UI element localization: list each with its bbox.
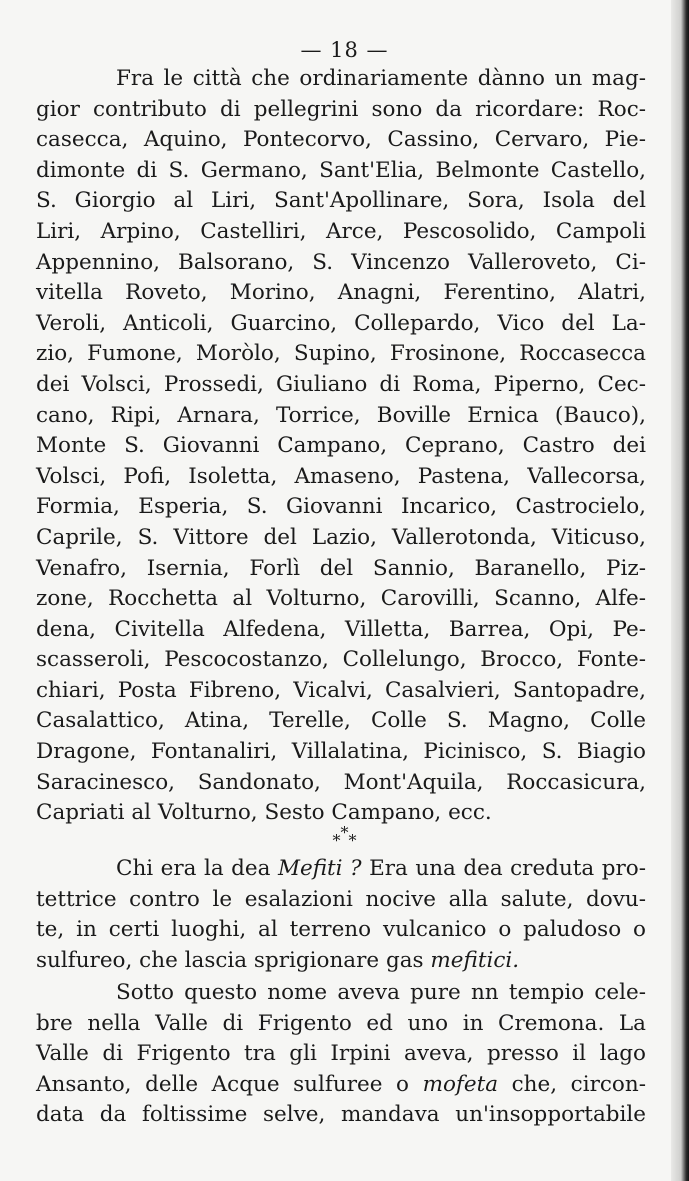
text-segment: che, circon- bbox=[498, 1071, 646, 1097]
text-line: data da foltissime selve, mandava un'insopportabile bbox=[36, 1102, 646, 1128]
text-segment: sulfureo, che lascia sprigionare gas bbox=[36, 947, 431, 973]
paragraph-frigento bbox=[36, 978, 646, 1131]
text-line bbox=[36, 1070, 646, 1101]
text-line: dimonte di S. Germano, Sant'Elia, Belmonte Castello, bbox=[36, 157, 646, 183]
text-line: cano, Ripi, Arnara, Torrice, Boville Ernica (Bauco), bbox=[36, 402, 646, 428]
text-line: tettrice contro le esalazioni nocive alla salute, dovu- bbox=[36, 886, 646, 912]
text-segment: Chi era la dea bbox=[116, 856, 278, 881]
text-line bbox=[36, 946, 646, 977]
text-line: zone, Rocchetta al Volturno, Carovilli, Scanno, Alfe- bbox=[36, 586, 646, 612]
section-separator bbox=[0, 823, 689, 850]
text-line: Valle di Frigento tra gli Irpini aveva, presso il lago bbox=[36, 1041, 646, 1067]
text-line: te, in certi luoghi, al terreno vulcanico o paludoso o bbox=[36, 917, 646, 943]
page-binding-edge bbox=[671, 0, 689, 1181]
paragraph-mefiti bbox=[36, 854, 646, 976]
text-line: Liri, Arpino, Castelliri, Arce, Pescosolido, Campoli bbox=[36, 218, 646, 244]
text-line: Dragone, Fontanaliri, Villalatina, Picinisco, S. Biagio bbox=[36, 739, 646, 765]
text-line: Caprile, S. Vittore del Lazio, Vallerotonda, Viticuso, bbox=[36, 524, 646, 550]
text-line: Formia, Esperia, S. Giovanni Incarico, Castrocielo, bbox=[36, 494, 646, 520]
text-line: vitella Roveto, Morino, Anagni, Ferentino, Alatri, bbox=[36, 280, 646, 306]
separator-star: * bbox=[348, 831, 357, 850]
separator-star: * bbox=[340, 823, 349, 842]
page-number: — 18 — bbox=[300, 38, 389, 62]
italic-term: mofeta bbox=[422, 1071, 499, 1097]
text-line: Venafro, Isernia, Forlì del Sannio, Baranello, Piz- bbox=[36, 555, 646, 581]
text-line: dei Volsci, Prossedi, Giuliano di Roma, Piperno, Cec- bbox=[36, 371, 646, 397]
text-line: bre nella Valle di Frigento ed uno in Cremona. La bbox=[36, 1010, 646, 1036]
text-segment: Ansanto, delle Acque sulfuree o bbox=[36, 1071, 423, 1097]
text-line: Sotto questo nome aveva pure nn tempio cele- bbox=[116, 980, 646, 1005]
text-segment: Era una dea creduta pro- bbox=[361, 856, 646, 881]
text-line: Saracinesco, Sandonato, Mont'Aquila, Roccasicura, bbox=[36, 769, 646, 795]
text-line: scasseroli, Pescocostanzo, Collelungo, Brocco, Fonte- bbox=[36, 647, 646, 673]
text-line: casecca, Aquino, Pontecorvo, Cassino, Cervaro, Pie- bbox=[36, 127, 646, 153]
italic-term: mefitici. bbox=[430, 947, 520, 973]
separator-star: * bbox=[332, 831, 341, 850]
text-line bbox=[36, 854, 646, 885]
text-line: Fra le città che ordinariamente dànno un mag- bbox=[116, 66, 646, 91]
text-line: zio, Fumone, Moròlo, Supino, Frosinone, Roccasecca bbox=[36, 341, 646, 367]
italic-term: Mefiti ? bbox=[277, 856, 362, 881]
text-line: chiari, Posta Fibreno, Vicalvi, Casalvieri, Santopadre, bbox=[36, 677, 646, 703]
text-line: dena, Civitella Alfedena, Villetta, Barrea, Opi, Pe- bbox=[36, 616, 646, 642]
text-line: Appennino, Balsorano, S. Vincenzo Valleroveto, Ci- bbox=[36, 249, 646, 275]
paragraph-cities bbox=[36, 64, 646, 829]
text-line: Veroli, Anticoli, Guarcino, Collepardo, Vico del La- bbox=[36, 310, 646, 336]
text-line: Volsci, Pofi, Isoletta, Amaseno, Pastena, Vallecorsa, bbox=[36, 463, 646, 489]
text-line: gior contributo di pellegrini sono da ricordare: Roc- bbox=[36, 96, 646, 122]
text-line: S. Giorgio al Liri, Sant'Apollinare, Sora, Isola del bbox=[36, 188, 646, 214]
text-line: Monte S. Giovanni Campano, Ceprano, Castro dei bbox=[36, 433, 646, 459]
text-line: Capriati al Volturno, Sesto Campano, ecc. bbox=[36, 800, 492, 826]
text-line: Casalattico, Atina, Terelle, Colle S. Magno, Colle bbox=[36, 708, 646, 734]
